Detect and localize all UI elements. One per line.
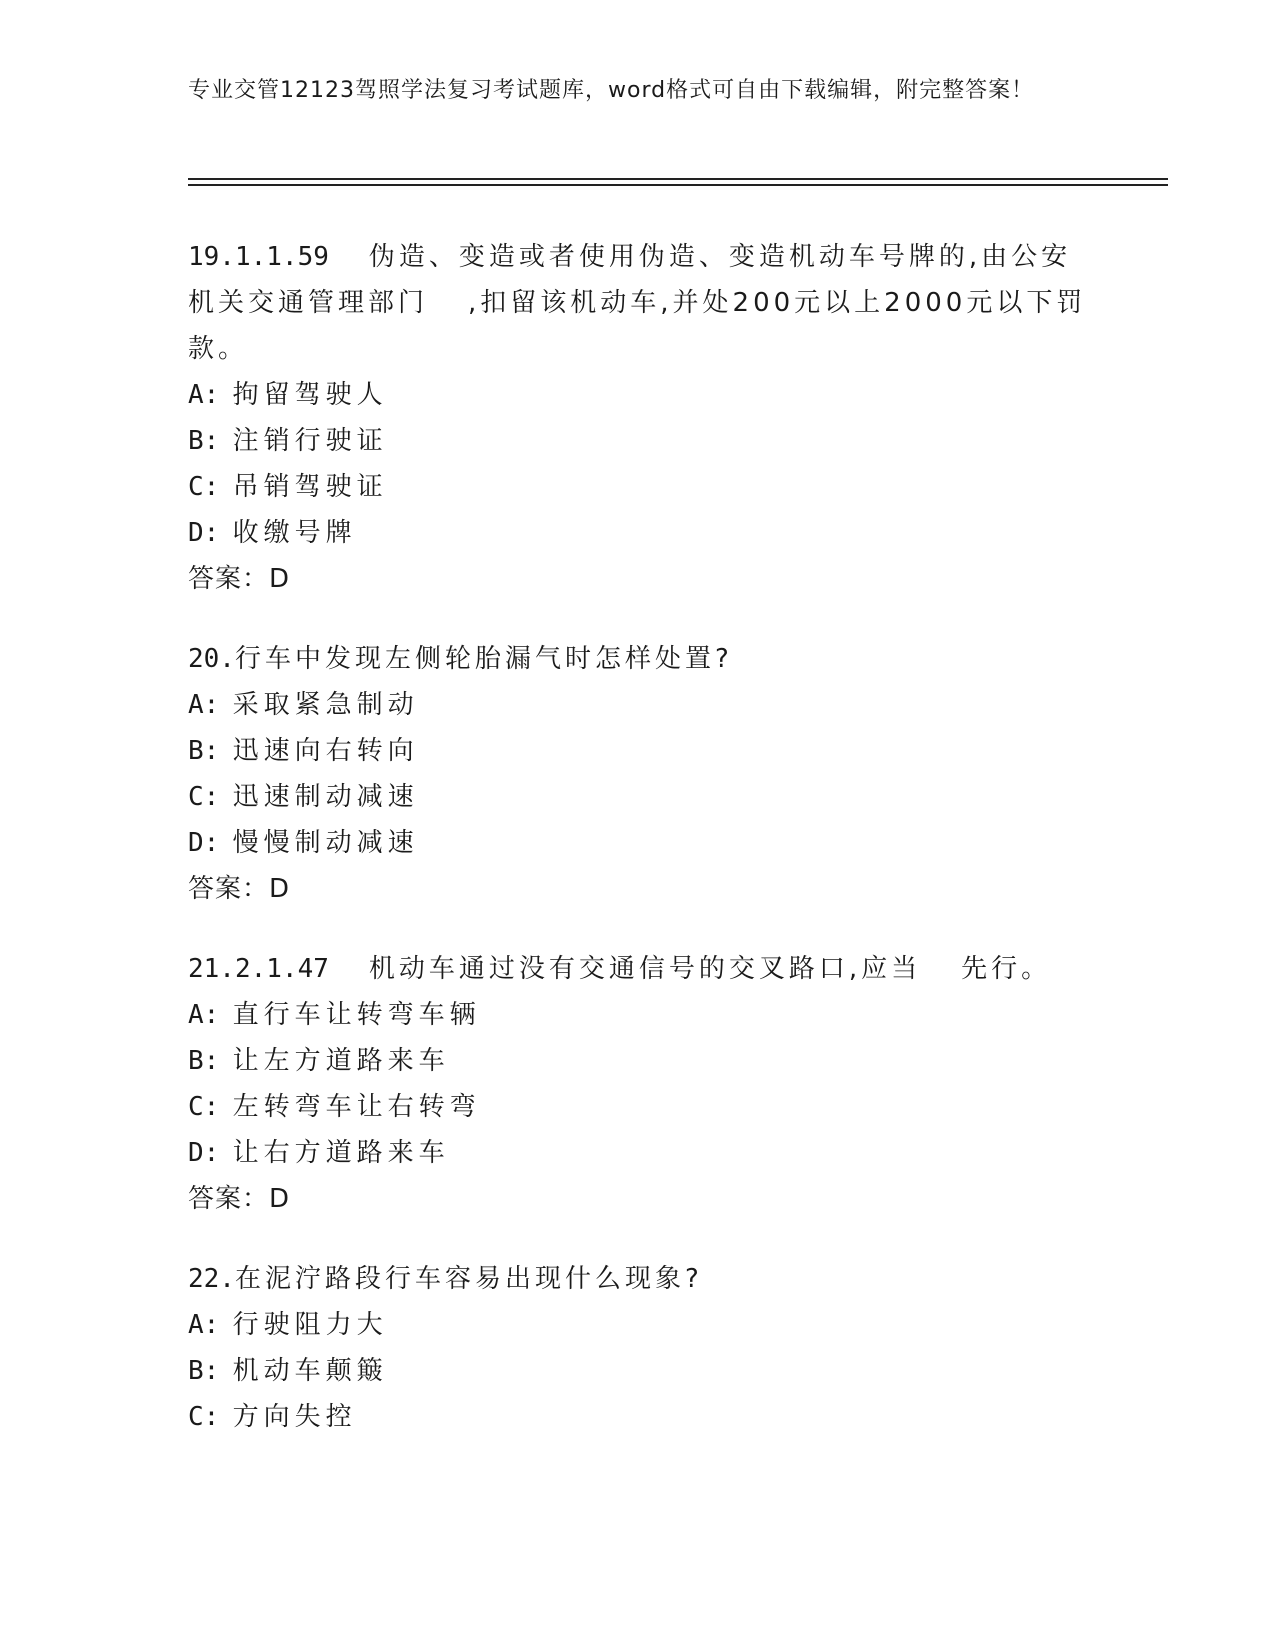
question-number: 19.1.1.59 <box>188 242 329 272</box>
option-text: 收缴号牌 <box>232 518 357 548</box>
option-c <box>188 1394 1088 1440</box>
question-19 <box>188 234 1088 602</box>
option-key: A: <box>188 380 220 410</box>
question-number: 20. <box>188 644 235 674</box>
option-text: 方向失控 <box>232 1402 357 1432</box>
option-key: A: <box>188 690 220 720</box>
answer-line: 答案：D <box>188 1184 291 1214</box>
option-key: D: <box>188 828 220 858</box>
question-21 <box>188 946 1088 1222</box>
answer-line: 答案：D <box>188 874 291 904</box>
option-a <box>188 992 1088 1038</box>
option-c <box>188 464 1088 510</box>
option-key: C: <box>188 472 220 502</box>
option-d <box>188 1130 1088 1176</box>
option-key: B: <box>188 736 220 766</box>
option-b <box>188 1348 1088 1394</box>
option-a <box>188 682 1088 728</box>
option-b <box>188 1038 1088 1084</box>
option-text: 迅速制动减速 <box>232 782 419 812</box>
option-b <box>188 728 1088 774</box>
question-stem-after: 先行。 <box>961 954 1052 984</box>
option-b <box>188 418 1088 464</box>
option-c <box>188 774 1088 820</box>
option-text: 让右方道路来车 <box>232 1138 450 1168</box>
option-text: 迅速向右转向 <box>232 736 419 766</box>
option-text: 慢慢制动减速 <box>232 828 419 858</box>
option-key: B: <box>188 1356 220 1386</box>
question-stem-before: 机动车通过没有交通信号的交叉路口,应当 <box>368 954 922 984</box>
option-text: 采取紧急制动 <box>232 690 419 720</box>
question-20 <box>188 636 1088 912</box>
option-c <box>188 1084 1088 1130</box>
option-key: C: <box>188 1402 220 1432</box>
question-22 <box>188 1256 1088 1440</box>
question-number: 21.2.1.47 <box>188 954 329 984</box>
option-text: 行驶阻力大 <box>232 1310 388 1340</box>
option-text: 左转弯车让右转弯 <box>232 1092 481 1122</box>
answer-line: 答案：D <box>188 564 291 594</box>
question-stem-before: 在泥泞路段行车容易出现什么现象? <box>234 1264 703 1294</box>
question-text <box>188 234 1088 372</box>
option-key: B: <box>188 426 220 456</box>
option-text: 让左方道路来车 <box>232 1046 450 1076</box>
option-text: 拘留驾驶人 <box>232 380 388 410</box>
option-a <box>188 372 1088 418</box>
option-key: B: <box>188 1046 220 1076</box>
option-key: A: <box>188 1000 220 1030</box>
question-text <box>188 636 1088 682</box>
option-a <box>188 1302 1088 1348</box>
option-text: 吊销驾驶证 <box>232 472 388 502</box>
question-list <box>188 234 1088 1474</box>
question-stem-after: ,扣留该机动车,并处200元以上2000元以下罚款。 <box>188 288 1087 364</box>
question-stem-before: 伪造、变造或者使用伪造、变造机动车号牌的,由公安机关交通管理部门 <box>188 242 1072 318</box>
option-key: C: <box>188 1092 220 1122</box>
option-key: C: <box>188 782 220 812</box>
option-key: D: <box>188 518 220 548</box>
question-stem-before: 行车中发现左侧轮胎漏气时怎样处置? <box>234 644 733 674</box>
option-key: D: <box>188 1138 220 1168</box>
document-header: 专业交管12123驾照学法复习考试题库，word格式可自由下载编辑，附完整答案！ <box>188 78 1035 103</box>
header-rule-top <box>188 178 1168 180</box>
header-rule-bottom <box>188 184 1168 186</box>
question-text <box>188 1256 1088 1302</box>
option-text: 机动车颠簸 <box>232 1356 388 1386</box>
option-d <box>188 510 1088 556</box>
option-text: 注销行驶证 <box>232 426 388 456</box>
option-text: 直行车让转弯车辆 <box>232 1000 481 1030</box>
question-number: 22. <box>188 1264 235 1294</box>
question-text <box>188 946 1088 992</box>
option-d <box>188 820 1088 866</box>
option-key: A: <box>188 1310 220 1340</box>
